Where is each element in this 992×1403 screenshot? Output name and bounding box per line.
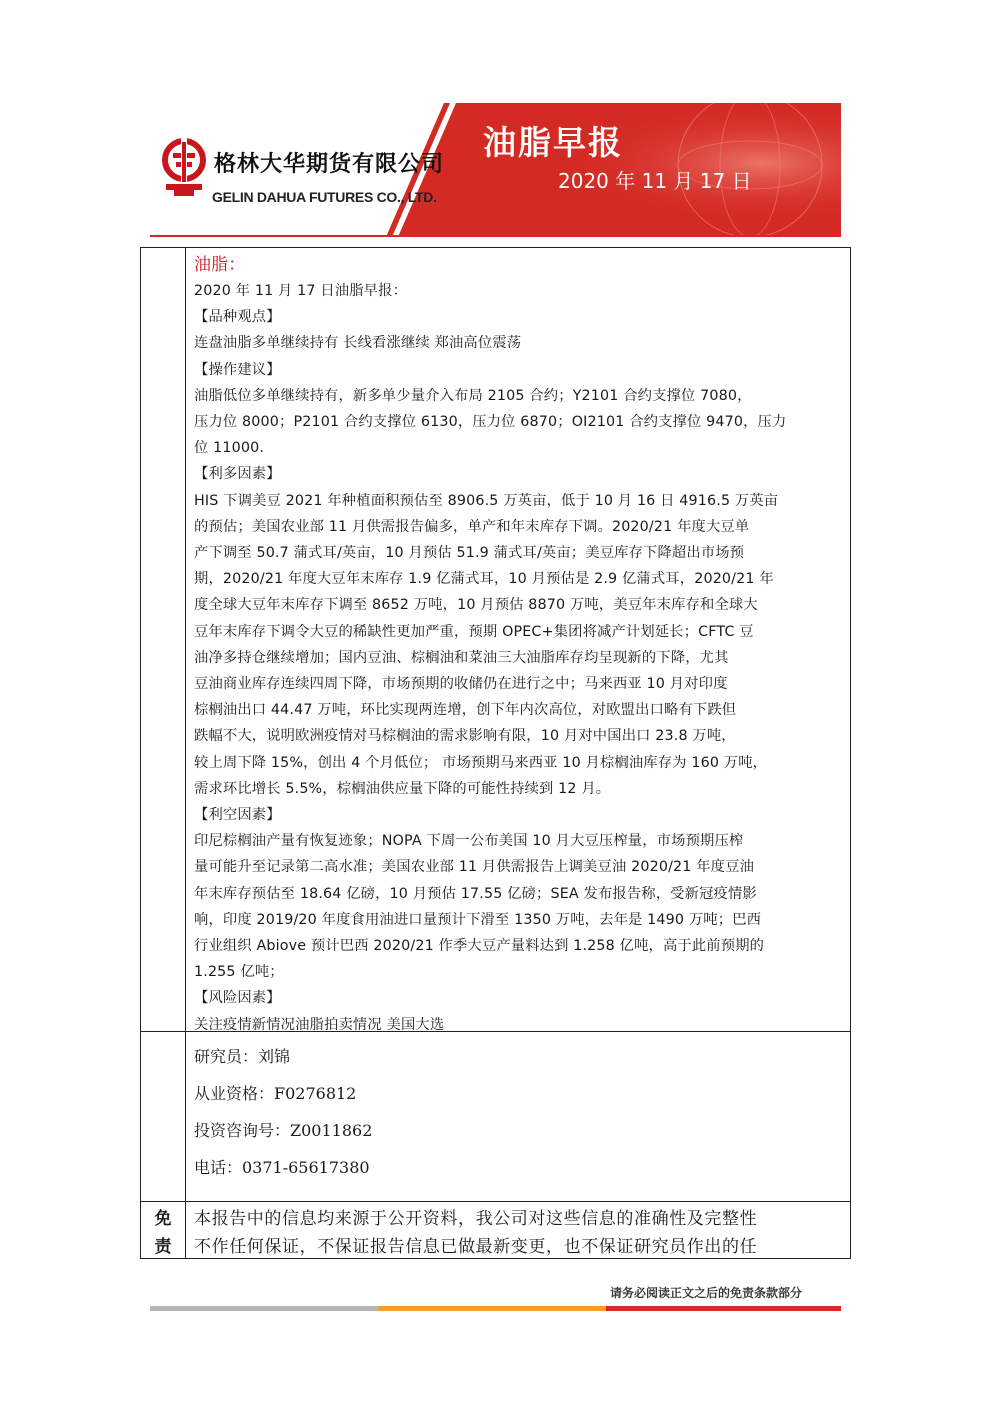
bull-line: 棕榈油出口 44.47 万吨，环比实现两连增，创下年内次高位，对欧盟出口略有下跌但 <box>194 702 737 719</box>
heading-advice: 【操作建议】 <box>194 361 281 378</box>
table-column-divider <box>185 248 186 1258</box>
analyst-phone: 电话：0371-65617380 <box>194 1158 370 1177</box>
bull-line: 油净多持仓继续增加；国内豆油、棕榈油和菜油三大油脂库存均呈现新的下降，尤其 <box>194 649 729 666</box>
bull-line: HIS 下调美豆 2021 年种植面积预估至 8906.5 万英亩，低于 10 月 16 日 4916.5 万英亩 <box>194 492 779 509</box>
bear-line: 1.255 亿吨； <box>194 964 284 981</box>
analyst-consult-number: 投资咨询号：Z0011862 <box>194 1121 373 1140</box>
advice-line: 位 11000. <box>194 440 265 457</box>
bull-line: 豆油商业库存连续四周下降，市场预期的收储仍在进行之中；马来西亚 10 月对印度 <box>194 676 728 693</box>
risk-text: 关注疫情新情况油脂拍卖情况 美国大选 <box>194 1016 445 1033</box>
footer-note: 请务必阅读正文之后的免责条款部分 <box>610 1286 803 1300</box>
advice-line: 油脂低位多单继续持有，新多单少量介入布局 2105 合约；Y2101 合约支撑位 7080， <box>194 387 752 404</box>
footer-bar-gray <box>150 1306 378 1311</box>
analyst-qualification: 从业资格：F0276812 <box>194 1084 357 1103</box>
disclaimer-label: 责 <box>154 1237 172 1257</box>
footer-bar-orange <box>378 1306 606 1311</box>
bull-line: 度全球大豆年末库存下调至 8652 万吨，10 月预估 8870 万吨，美豆年末库存和全球大 <box>194 597 758 614</box>
company-name-cn: 格林大华期货有限公司 <box>214 152 445 177</box>
bull-line: 跌幅不大，说明欧洲疫情对马棕榈油的需求影响有限，10 月对中国出口 23.8 万吨， <box>194 728 736 745</box>
heading-bear: 【利空因素】 <box>194 807 281 824</box>
section-title: 油脂： <box>194 255 246 275</box>
report-table <box>140 247 851 1259</box>
bull-line: 较上周下降 15%，创出 4 个月低位； 市场预期马来西亚 10 月棕榈油库存为 160 万吨， <box>194 754 768 771</box>
heading-bull: 【利多因素】 <box>194 466 281 483</box>
bull-line: 需求环比增长 5.5%，棕榈油供应量下降的可能性持续到 12 月。 <box>194 780 611 797</box>
report-subtitle: 2020 年 11 月 17 日油脂早报： <box>194 283 408 299</box>
report-body <box>194 253 845 1038</box>
analyst-name: 研究员：刘锦 <box>194 1047 291 1066</box>
company-logo-icon <box>162 136 206 198</box>
disclaimer-label: 免 <box>154 1209 172 1229</box>
disclaimer-line: 本报告中的信息均来源于公开资料，我公司对这些信息的准确性及完整性 <box>194 1209 758 1229</box>
bull-line: 期，2020/21 年度大豆年末库存 1.9 亿蒲式耳，10 月预估是 2.9 亿蒲式耳，2020/21 年 <box>194 571 774 588</box>
bull-line: 的预估；美国农业部 11 月供需报告偏多，单产和年末库存下调。2020/21 年度大豆单 <box>194 518 750 535</box>
bear-line: 年末库存预估至 18.64 亿磅，10 月预估 17.55 亿磅；SEA 发布报告称，受新冠疫情影 <box>194 885 757 902</box>
report-date: 2020 年 11 月 17 日 <box>558 169 752 193</box>
bull-line: 产下调至 50.7 蒲式耳/英亩，10 月预估 51.9 蒲式耳/英亩；美豆库存下降超出市场预 <box>194 545 745 562</box>
table-row-divider <box>141 1201 850 1202</box>
report-header-banner <box>150 103 841 237</box>
disclaimer-line: 不作任何保证，不保证报告信息已做最新变更，也不保证研究员作出的任 <box>194 1237 758 1257</box>
bear-line: 响，印度 2019/20 年度食用油进口量预计下滑至 1350 万吨，去年是 1490 万吨；巴西 <box>194 911 762 928</box>
bull-line: 豆年末库存下调令大豆的稀缺性更加严重，预期 OPEC+集团将减产计划延长；CFTC 豆 <box>194 623 754 640</box>
advice-line: 压力位 8000；P2101 合约支撑位 6130，压力位 6870；OI2101 合约支撑位 9470，压力 <box>194 414 787 431</box>
heading-view: 【品种观点】 <box>194 309 281 326</box>
bear-line: 印尼棕榈油产量有恢复迹象；NOPA 下周一公布美国 10 月大豆压榨量，市场预期压榨 <box>194 833 744 850</box>
view-text: 连盘油脂多单继续持有 长线看涨继续 郑油高位震荡 <box>194 335 522 352</box>
report-title: 油脂早报 <box>483 123 623 162</box>
heading-risk: 【风险因素】 <box>194 990 281 1007</box>
footer-bar-red <box>606 1306 841 1311</box>
company-name-en: GELIN DAHUA FUTURES CO., LTD. <box>212 189 437 205</box>
bear-line: 行业组织 Abiove 预计巴西 2020/21 作季大豆产量料达到 1.258 亿吨，高于此前预期的 <box>194 938 765 955</box>
analyst-contact <box>194 1038 834 1186</box>
bear-line: 量可能升至记录第二高水准；美国农业部 11 月供需报告上调美豆油 2020/21 年度豆油 <box>194 859 755 876</box>
disclaimer-text <box>194 1205 846 1259</box>
